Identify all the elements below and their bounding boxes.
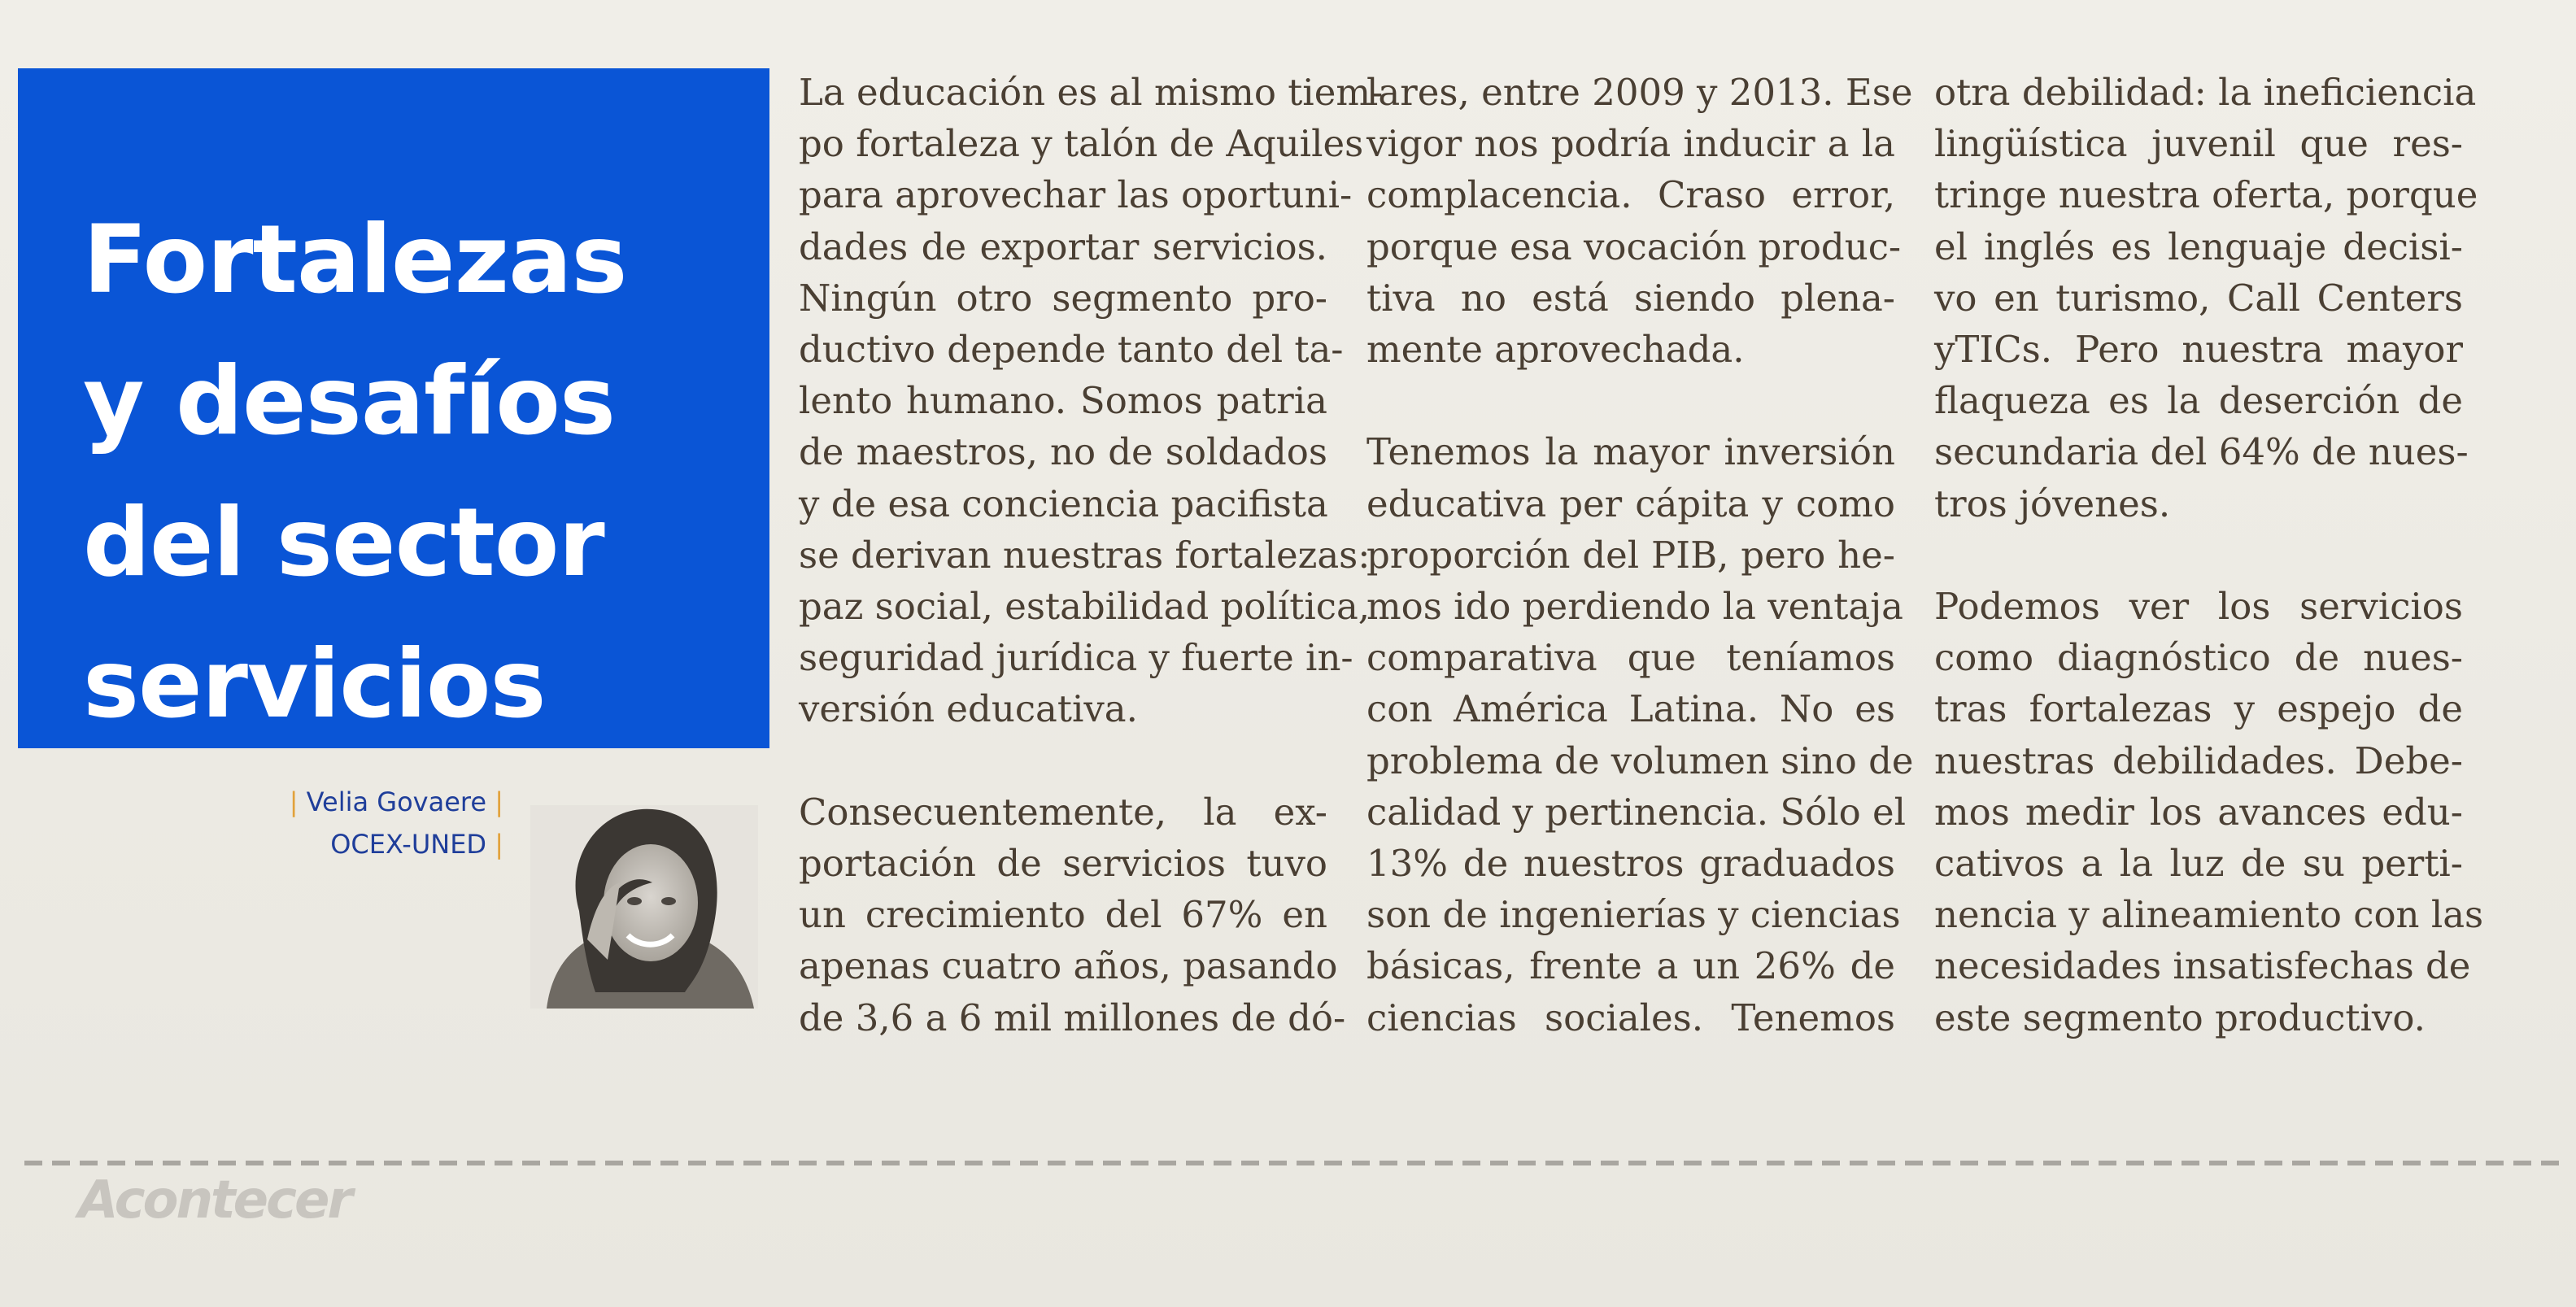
section-brand-logo: Acontecer — [78, 1170, 351, 1231]
text-line: portación de servicios tuvo — [799, 842, 1327, 886]
text-line: básicas, frente a un 26% de — [1366, 944, 1895, 988]
text-line: proporción del PIB, pero he- — [1366, 533, 1895, 577]
text-line: versión educativa. — [799, 687, 1138, 731]
text-line: otra debilidad: la ineficiencia — [1934, 71, 2477, 114]
text-line: tringe nuestra oferta, porque — [1934, 173, 2478, 217]
text-line: 13% de nuestros graduados — [1366, 842, 1895, 886]
headline-line: Fortalezas — [83, 205, 627, 315]
text-line: tros jóvenes. — [1934, 481, 2171, 525]
text-line: secundaria del 64% de nues- — [1934, 430, 2469, 474]
text-line: ciencias sociales. Tenemos — [1366, 995, 1895, 1039]
text-line: paz social, estabilidad política, — [799, 585, 1371, 629]
text-line: porque esa vocación produc- — [1366, 224, 1902, 268]
headline-line: del sector — [83, 488, 604, 598]
text-line: como diagnóstico de nues- — [1934, 636, 2463, 680]
text-line: mos ido perdiendo la ventaja — [1366, 585, 1903, 629]
text-line: nencia y alineamiento con las — [1934, 893, 2484, 937]
paragraph-break — [1934, 529, 2463, 581]
text-line: Consecuentemente, la ex- — [799, 790, 1327, 834]
text-line: el inglés es lenguaje decisi- — [1934, 224, 2463, 268]
text-line: lento humano. Somos patria — [799, 379, 1327, 423]
text-line: cativos a la luz de su perti- — [1934, 842, 2463, 886]
text-line: comparativa que teníamos — [1366, 636, 1895, 680]
text-line: po fortaleza y talón de Aquiles — [799, 122, 1364, 166]
text-line: son de ingenierías y ciencias — [1366, 893, 1901, 937]
text-line: tiva no está siendo plena- — [1366, 276, 1895, 320]
text-line: vo en turismo, Call Centers — [1934, 276, 2463, 320]
text-line: para aprovechar las oportuni- — [799, 173, 1353, 217]
text-line: mos medir los avances edu- — [1934, 790, 2463, 834]
headline-box — [18, 68, 769, 748]
text-line: problema de volumen sino de — [1366, 738, 1914, 782]
article-column-1 — [799, 67, 1384, 1043]
text-line: apenas cuatro años, pasando — [799, 944, 1338, 988]
author-portrait — [530, 805, 758, 1009]
text-line: se derivan nuestras fortalezas: — [799, 533, 1371, 577]
text-line: Tenemos la mayor inversión — [1366, 430, 1895, 474]
text-line: vigor nos podría inducir a la — [1366, 122, 1895, 166]
text-line: necesidades insatisfechas de — [1934, 944, 2471, 988]
text-line: de maestros, no de soldados — [799, 430, 1327, 474]
paragraph-break — [799, 735, 1327, 786]
text-line: de 3,6 a 6 mil millones de dó- — [799, 995, 1346, 1039]
text-line: lingüística juvenil que res- — [1934, 122, 2463, 166]
headline-line: y desafíos — [83, 346, 615, 456]
text-line: seguridad jurídica y fuerte in- — [799, 636, 1353, 680]
author-affiliation-line: OCEX-UNED | — [330, 829, 503, 860]
text-line: dades de exportar servicios. — [799, 224, 1327, 268]
text-line: ductivo depende tanto del ta- — [799, 328, 1344, 372]
text-line: calidad y pertinencia. Sólo el — [1366, 790, 1907, 834]
article-column-3 — [1934, 67, 2484, 1043]
text-line: un crecimiento del 67% en — [799, 893, 1327, 937]
author-affiliation: OCEX-UNED — [330, 829, 487, 860]
text-line: complacencia. Craso error, — [1366, 173, 1895, 217]
text-line: Ningún otro segmento pro- — [799, 276, 1327, 320]
text-line: y de esa conciencia pacifista — [799, 481, 1328, 525]
text-line: La educación es al mismo tiem- — [799, 71, 1384, 114]
footer-divider — [24, 1161, 2562, 1165]
headline-line: servicios — [83, 630, 546, 739]
text-line: lares, entre 2009 y 2013. Ese — [1366, 71, 1913, 114]
text-line: este segmento productivo. — [1934, 995, 2426, 1039]
paragraph-break — [1366, 375, 1895, 426]
text-line: educativa per cápita y como — [1366, 481, 1895, 525]
text-line: nuestras debilidades. Debe- — [1934, 738, 2463, 782]
text-line: yTICs. Pero nuestra mayor — [1934, 328, 2463, 372]
text-line: tras fortalezas y espejo de — [1934, 687, 2463, 731]
article-column-2 — [1366, 67, 1914, 1043]
author-byline: | Velia Govaere | — [289, 786, 503, 817]
text-line: con América Latina. No es — [1366, 687, 1895, 731]
author-name: Velia Govaere — [306, 786, 487, 817]
text-line: mente aprovechada. — [1366, 328, 1745, 372]
text-line: Podemos ver los servicios — [1934, 585, 2463, 629]
text-line: flaqueza es la deserción de — [1934, 379, 2463, 423]
